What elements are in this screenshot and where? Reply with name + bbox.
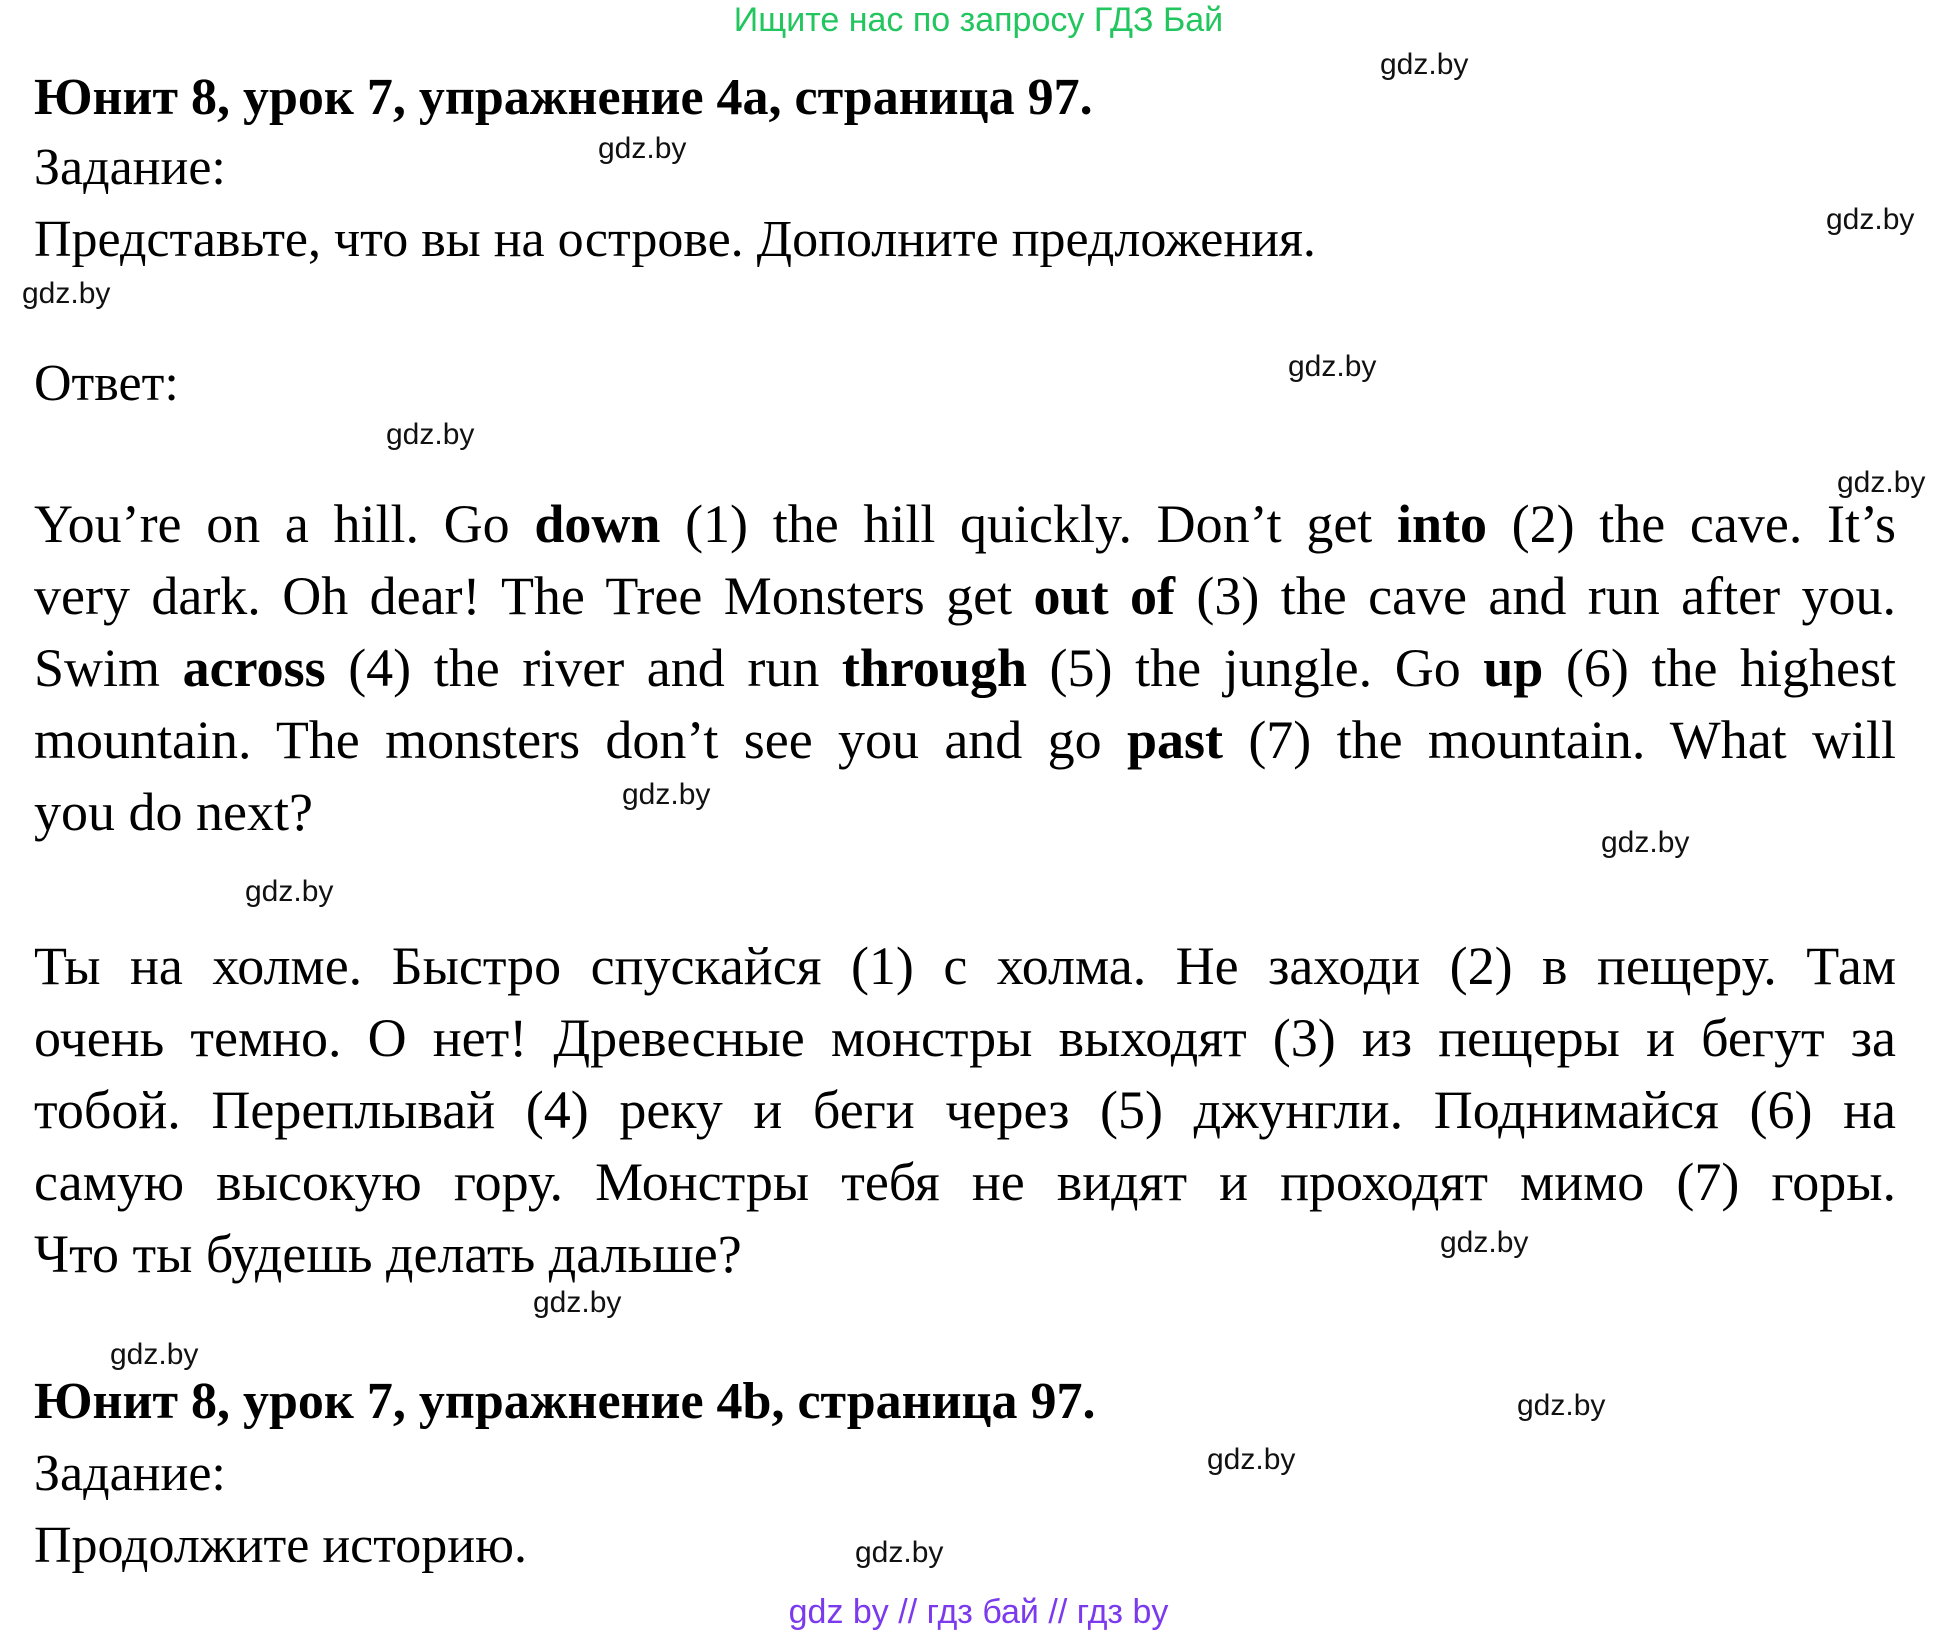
russian-line: Ты на холме. Быстро спускайся (1) с холма. Не заходи (2) в пещеру. Там xyxy=(34,936,1896,996)
answer-word: into xyxy=(1396,494,1487,554)
section-a-task-text: Представьте, что вы на острове. Дополните предложения. xyxy=(34,211,1316,268)
section-a-task-label: Задание: xyxy=(34,139,226,196)
russian-translation-paragraph xyxy=(34,930,1896,1290)
section-b-task-label: Задание: xyxy=(34,1445,226,1502)
watermark: gdz.by xyxy=(110,1338,199,1371)
watermark: gdz.by xyxy=(1601,826,1690,859)
english-line: very dark. Oh dear! The Tree Monsters get out of (3) the cave and run after you. xyxy=(34,566,1896,626)
watermark: gdz.by xyxy=(245,875,334,908)
russian-line: очень темно. О нет! Древесные монстры выходят (3) из пещеры и бегут за xyxy=(34,1008,1896,1068)
watermark: gdz.by xyxy=(1517,1389,1606,1422)
answer-word: out of xyxy=(1033,566,1175,626)
watermark: gdz.by xyxy=(598,132,687,165)
section-a-answer-label: Ответ: xyxy=(34,355,179,412)
russian-line: самую высокую гору. Монстры тебя не видят и проходят мимо (7) горы. xyxy=(34,1152,1896,1212)
english-line: You’re on a hill. Go down (1) the hill quickly. Don’t get into (2) the cave. It’s xyxy=(34,494,1897,554)
english-line: you do next? xyxy=(34,782,313,842)
section-a-heading: Юнит 8, урок 7, упражнение 4a, страница 97. xyxy=(34,69,1093,126)
watermark: gdz.by xyxy=(855,1536,944,1569)
watermark: gdz.by xyxy=(1826,203,1915,236)
watermark: gdz.by xyxy=(622,778,711,811)
footer-links[interactable]: gdz by // гдз бай // гдз by xyxy=(788,1593,1169,1631)
watermark: gdz.by xyxy=(1440,1226,1529,1259)
watermark: gdz.by xyxy=(1837,466,1926,499)
english-line: mountain. The monsters don’t see you and go past (7) the mountain. What will xyxy=(34,710,1896,770)
answer-word: up xyxy=(1483,638,1544,698)
watermark: gdz.by xyxy=(386,418,475,451)
section-b-heading: Юнит 8, урок 7, упражнение 4b, страница 97. xyxy=(34,1373,1096,1430)
russian-line: Что ты будешь делать дальше? xyxy=(34,1224,742,1284)
section-b-task-text: Продолжите историю. xyxy=(34,1517,527,1574)
english-answer-paragraph xyxy=(34,488,1896,848)
english-line: Swim across (4) the river and run through (5) the jungle. Go up (6) the highest xyxy=(34,638,1896,698)
answer-word: down xyxy=(534,494,661,554)
answer-word: through xyxy=(841,638,1027,698)
watermark: gdz.by xyxy=(533,1286,622,1319)
watermark: gdz.by xyxy=(22,277,111,310)
watermark: gdz.by xyxy=(1207,1443,1296,1476)
watermark: gdz.by xyxy=(1288,350,1377,383)
russian-line: тобой. Переплывай (4) реку и беги через (5) джунгли. Поднимайся (6) на xyxy=(34,1080,1896,1140)
answer-word: across xyxy=(182,638,326,698)
top-banner[interactable]: Ищите нас по запросу ГДЗ Бай xyxy=(733,1,1224,39)
watermark: gdz.by xyxy=(1380,48,1469,81)
answer-word: past xyxy=(1126,710,1223,770)
